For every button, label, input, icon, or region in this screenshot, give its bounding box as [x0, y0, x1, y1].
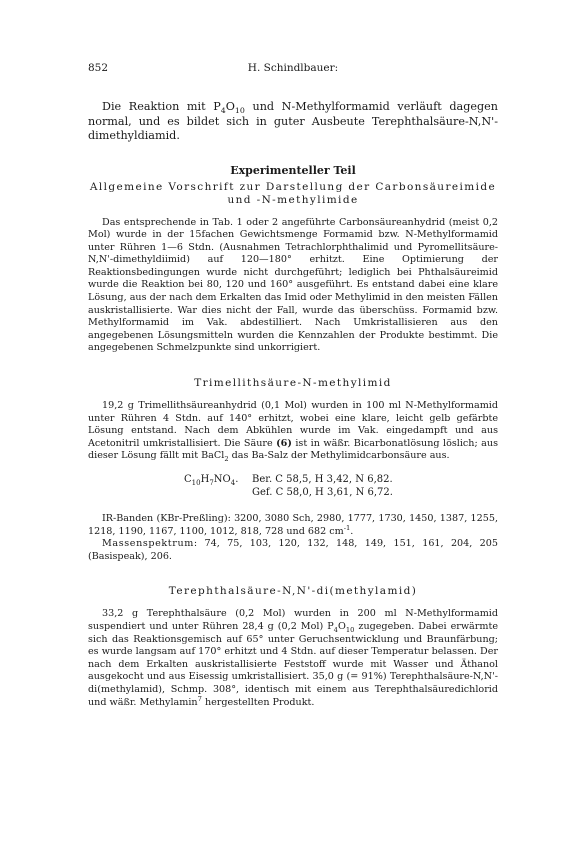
- ir-bands-paragraph: IR-Banden (KBr-Preßling): 3200, 3080 Sch, 2980, 1777, 1730, 1450, 1387, 1255, 1218, 1190, 1167, 1100, 1012, 818, 728 und 682 $cm^{-1}$.: [88, 513, 498, 537]
- mass-spectrum-paragraph: Massenspektrum: 74, 75, 103, 120, 132, 148, 149, 151, 161, 204, 205 (Basispeak), 206.: [88, 538, 498, 562]
- subheading-trimellith: Trimellithsäure-N-methylimid: [194, 377, 392, 390]
- terephthal-paragraph: 33,2 g Terephthalsäure (0,2 Mol) wurden in 200 ml N-Methylformamid suspendiert und unter Rühren 28,4 g (0,2 Mol) $P_4O_{10}$ zugegeben. Dabei erwärmte sich das Reaktionsgemisch auf 65° unter Geruchsentwicklung und Braunfärbung; es wurde langsam auf 170° erhitzt und 4 Stdn. auf dieser Temperatur belassen. Der nach dem Erkalten auskristallisierte Feststoff wurde mit Wasser und Äthanol ausgekocht und aus Eisessig umkristallisiert. 35,0 g (= 91%) Terephthalsäure-N,N'-di(methylamid), Schmp. 308°, identisch mit einem aus Terephthalsäuredichlorid und wäßr. Methylamin$^7$ hergestellten Produkt.: [88, 608, 498, 708]
- analysis-found: [184, 486, 498, 499]
- analysis-calculated-values: Ber. C 58,5, H 3,42, N 6,82.: [252, 474, 393, 485]
- elemental-analysis: [184, 473, 498, 499]
- running-title: H. Schindlbauer:: [247, 62, 339, 74]
- subheading-terephthal: Terephthalsäure-N,N'-di(methylamid): [168, 585, 418, 598]
- running-header: [88, 62, 498, 78]
- section-heading-experimental: Experimenteller Teil: [230, 163, 356, 177]
- page-number: 852: [88, 62, 109, 74]
- general-procedure-paragraph: Das entsprechende in Tab. 1 oder 2 angeführte Carbonsäureanhydrid (meist 0,2 Mol) wurde in der 15fachen Gewichtsmenge Formamid bzw. N-Methylformamid unter Rühren 1—6 Stdn. (Ausnahmen Tetrachlorphthalimid und Pyromellitsäure-N,N'-dimethyldiimid) auf 120—180° erhitzt. Eine Optimierung der Reaktionsbedingungen wurde nicht durchgeführt; lediglich bei Phthalsäureimid wurde die Reaktion bei 80, 120 und 160° ausgeführt. Es entstand dabei eine klare Lösung, aus der nach dem Erkalten das Imid oder Methylimid in den meisten Fällen auskristallisierte. War dies nicht der Fall, wurde das überschüss. Formamid bzw. Methylformamid im Vak. abdestilliert. Nach Umkristallisieren aus den angegebenen Lösungsmitteln wurden die Kennzahlen der Produkte bestimmt. Die angegebenen Schmelzpunkte sind unkorrigiert.: [88, 216, 498, 354]
- subheading-general-procedure: Allgemeine Vorschrift zur Darstellung der Carbonsäureimide und -N-methylimide: [89, 180, 497, 206]
- analysis-found-values: Gef. C 58,0, H 3,61, N 6,72.: [252, 487, 393, 498]
- intro-paragraph: Die Reaktion mit $P_4O_{10}$ und N-Methylformamid verläuft dagegen normal, und es bildet sich in guter Ausbeute Terephthalsäure-N,N'-dimethyldiamid.: [88, 100, 498, 142]
- molecular-formula: $C_{10}H_7NO_4$.: [184, 474, 239, 487]
- trimellith-paragraph: 19,2 g Trimellithsäureanhydrid (0,1 Mol) wurden in 100 ml N-Methylformamid unter Rühren 4 Stdn. auf 140° erhitzt, wobei eine klare, leicht gelb gefärbte Lösung entstand. Nach dem Abkühlen wurde im Vak. eingedampft und aus Acetonitril umkristallisiert. Die Säure (6) ist in wäßr. Bicarbonatlösung löslich; aus dieser Lösung fällt mit BaCl$_2$ das Ba-Salz der Methylimidcarbonsäure aus.: [88, 400, 498, 464]
- page: [88, 62, 498, 709]
- analysis-calculated: [184, 473, 498, 486]
